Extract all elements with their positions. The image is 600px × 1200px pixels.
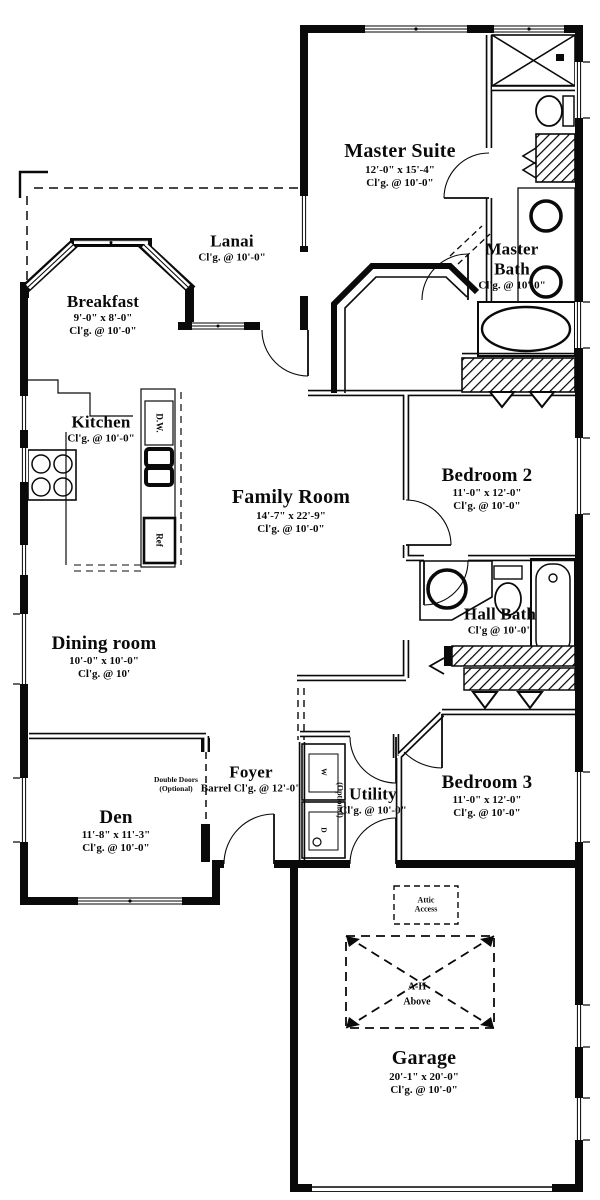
bathtub xyxy=(531,559,575,660)
room-ceiling: Cl'g. @ 10' xyxy=(77,668,131,681)
window xyxy=(20,545,28,575)
window xyxy=(20,396,28,430)
window xyxy=(192,322,244,330)
window xyxy=(20,448,28,482)
room-dims: 14'-7" x 22'-9" xyxy=(256,509,326,522)
room-dims: 12'-0" x 15'-4" xyxy=(365,163,435,176)
window xyxy=(300,196,308,246)
bay-window xyxy=(28,240,188,287)
washer-label: W xyxy=(319,768,329,776)
window xyxy=(575,1098,583,1140)
sink-icon xyxy=(428,570,466,608)
door-utility xyxy=(350,737,396,783)
room-name: Bedroom 3 xyxy=(441,771,533,793)
room-label-master-bath xyxy=(468,239,556,292)
room-ceiling: Cl'g. @ 10'-0" xyxy=(453,500,521,513)
room-label-family-room xyxy=(232,486,350,536)
room-label-foyer xyxy=(201,762,301,795)
room-name: Den xyxy=(99,806,133,828)
room-ceiling: Cl'g. @ 10'-0" xyxy=(390,1083,458,1096)
window xyxy=(494,25,564,33)
door-opening xyxy=(300,252,308,296)
window xyxy=(20,778,28,842)
room-label-hall-bath xyxy=(464,604,536,637)
room-label-bedroom2 xyxy=(442,465,533,513)
room-ceiling: Cl'g. @ 10'-0" xyxy=(339,804,407,817)
kitchen-sink xyxy=(146,449,172,485)
room-name: Breakfast xyxy=(66,292,140,312)
toilet-tank xyxy=(494,566,522,579)
door-front-entry xyxy=(224,814,274,864)
linen-closet-master xyxy=(523,134,575,182)
room-ceiling: Cl'g. @ 10'-0" xyxy=(82,842,150,855)
room-name: Family Room xyxy=(231,486,351,509)
room-name: Master Bath xyxy=(485,239,539,279)
range-cooktop xyxy=(28,450,76,500)
room-name: Kitchen xyxy=(71,412,131,432)
room-ceiling: Cl'g. @ 10'-0" xyxy=(198,251,266,264)
attic-access-label: Attic Access xyxy=(414,895,438,914)
room-dims: 10'-0" x 10'-0" xyxy=(69,655,139,668)
door-lanai-family xyxy=(262,330,308,376)
shower xyxy=(492,35,575,86)
room-ceiling: Barrel Cl'g. @ 12'-0" xyxy=(200,782,302,795)
utility-optional-note: (Optional) xyxy=(335,782,345,818)
room-name: Hall Bath xyxy=(463,604,537,624)
hall-closets xyxy=(430,646,575,708)
room-name: Foyer xyxy=(229,762,273,782)
room-name: Utility xyxy=(349,784,397,804)
room-label-master-suite xyxy=(344,140,455,190)
window xyxy=(20,614,28,684)
garage-door xyxy=(312,1184,552,1192)
room-ceiling: Cl'g. @ 10'-0" xyxy=(453,807,521,820)
entry-niche xyxy=(334,266,477,393)
double-doors-note: Double Doors (Optional) xyxy=(154,775,198,793)
room-dims: 11'-0" x 12'-0" xyxy=(452,487,522,500)
room-label-bedroom3 xyxy=(442,772,533,820)
refrigerator-label: Ref xyxy=(154,533,165,547)
shower-head-icon xyxy=(556,54,564,61)
room-name: Master Suite xyxy=(344,140,456,163)
window xyxy=(575,772,583,842)
room-dims: 9'-0" x 8'-0" xyxy=(73,312,133,325)
pantry-step xyxy=(28,380,133,416)
room-name: Garage xyxy=(391,1047,457,1070)
room-name: Dining room xyxy=(51,632,157,654)
room-label-garage xyxy=(389,1047,459,1097)
garden-tub xyxy=(478,302,575,356)
window xyxy=(575,62,583,118)
room-ceiling: Cl'g. @ 10'-0" xyxy=(257,522,325,535)
room-label-breakfast xyxy=(67,292,139,338)
room-label-utility xyxy=(339,784,406,817)
room-ceiling: Cl'g @ 10'-0" xyxy=(467,624,533,637)
room-ceiling: Cl'g. @ 10'-0" xyxy=(478,279,546,292)
room-name: Lanai xyxy=(210,231,254,251)
room-label-lanai xyxy=(198,231,265,264)
room-ceiling: Cl'g. @ 10'-0" xyxy=(69,325,137,338)
dishwasher-label: D.W. xyxy=(154,413,165,433)
room-label-dining-room xyxy=(52,633,157,681)
toilet-master xyxy=(536,96,574,126)
room-ceiling: Cl'g. @ 10'-0" xyxy=(366,176,434,189)
room-label-kitchen xyxy=(67,412,134,445)
window xyxy=(575,438,583,514)
room-dims: 11'-8" x 11'-3" xyxy=(81,829,151,842)
door-garage-entry xyxy=(350,818,396,864)
ah-above-label: A-H Above xyxy=(403,981,431,1008)
master-closet xyxy=(462,358,575,407)
room-label-den xyxy=(82,807,150,855)
room-ceiling: Cl'g. @ 10'-0" xyxy=(67,432,135,445)
dryer-label: D xyxy=(319,827,329,833)
window xyxy=(78,897,182,905)
room-name: Bedroom 2 xyxy=(441,464,533,486)
window xyxy=(575,302,583,348)
room-dims: 11'-0" x 12'-0" xyxy=(452,794,522,807)
room-dims: 20'-1" x 20'-0" xyxy=(389,1070,459,1083)
sink-icon xyxy=(531,201,561,231)
cased-openings-dashed xyxy=(206,688,304,824)
window xyxy=(575,1005,583,1047)
window xyxy=(365,25,467,33)
